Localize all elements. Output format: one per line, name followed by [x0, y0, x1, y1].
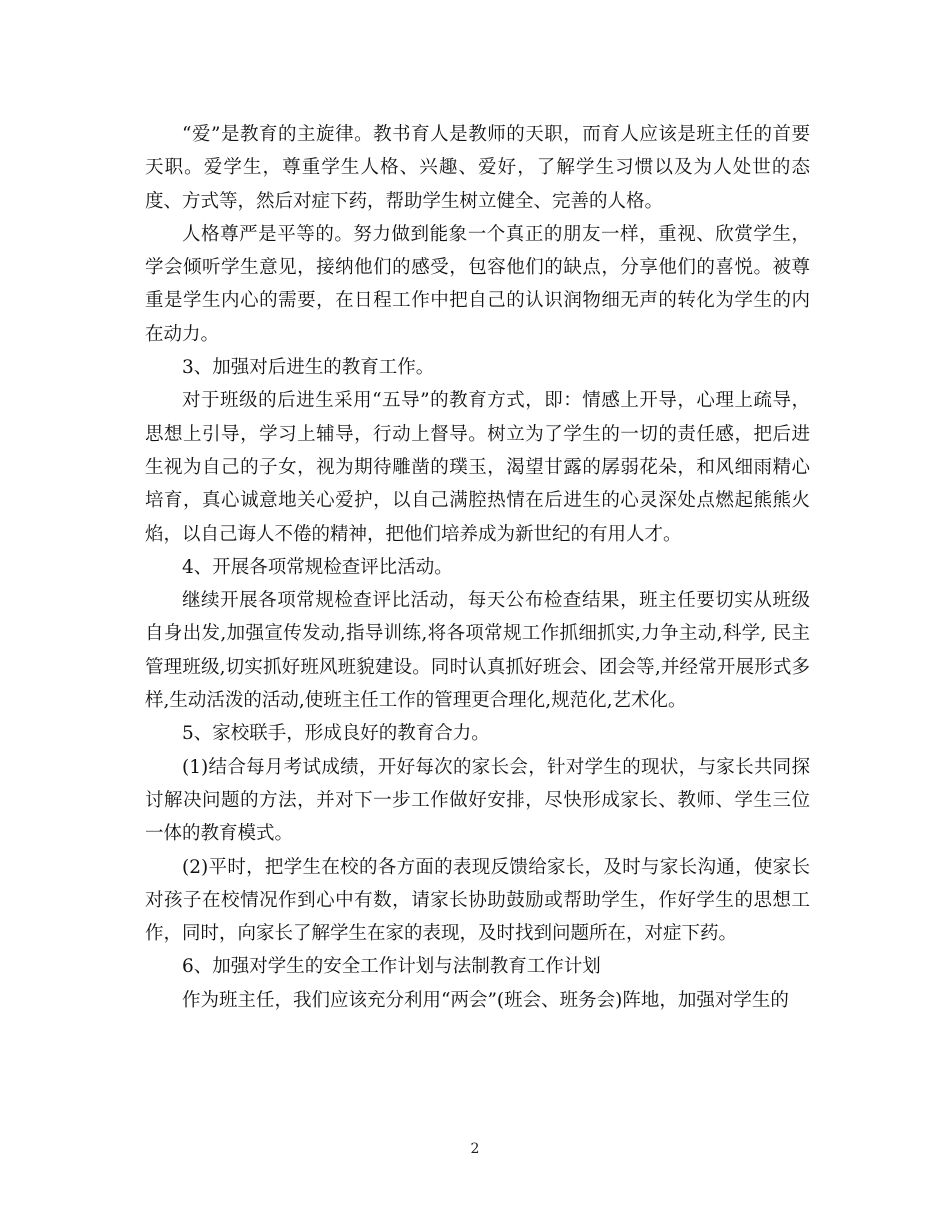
paragraph-parent-meetings: (1)结合每月考试成绩，开好每次的家长会，针对学生的现状，与家长共同探讨解决问题的方法，并对下一步工作做好安排，尽快形成家长、教师、学生三位一体的教育模式。 [145, 756, 810, 845]
paragraph-lagging-students: 对于班级的后进生采用“五导”的教育方式，即：情感上开导，心理上疏导，思想上引导，学习上辅导，行动上督导。树立为了学生的一切的责任感，把后进生视为自己的子女，视为期待雕凿的璞玉，渴望甘露的孱弱花朵，和风细雨精心培育，真心诚意地关心爱护，以自己满腔热情在后进生的心灵深处点燃起熊熊火焰，以自己诲人不倦的精神，把他们培养成为新世纪的有用人才。 [145, 390, 810, 545]
paragraph-two-meetings: 作为班主任，我们应该充分利用“两会”(班会、班务会)阵地，加强对学生的 [182, 989, 789, 1011]
paragraph-love-education: “爱”是教育的主旋律。教书育人是教师的天职，而育人应该是班主任的首要天职。爱学生，尊重学生人格、兴趣、爱好，了解学生习惯以及为人处世的态度、方式等，然后对症下药，帮助学生树立健全、完善的人格。 [145, 124, 810, 212]
heading-section-4: 4、开展各项常规检查评比活动。 [182, 556, 453, 578]
paragraph-personal-dignity: 人格尊严是平等的。努力做到能象一个真正的朋友一样，重视、欣赏学生，学会倾听学生意见，接纳他们的感受，包容他们的缺点，分享他们的喜悦。被尊重是学生内心的需要，在日程工作中把自己的认识润物细无声的转化为学生的内在动力。 [145, 223, 810, 345]
heading-section-5: 5、家校联手，形成良好的教育合力。 [182, 723, 490, 745]
document-body [145, 118, 810, 1017]
paragraph-parent-feedback: (2)平时，把学生在校的各方面的表现反馈给家长，及时与家长沟通，使家长对孩子在校情况作到心中有数，请家长协助鼓励或帮助学生，作好学生的思想工作，同时，向家长了解学生在家的表现，及时找到问题所在，对症下药。 [145, 856, 810, 945]
page-number: 2 [470, 1141, 480, 1157]
heading-section-6: 6、加强对学生的安全工作计划与法制教育工作计划 [182, 956, 601, 978]
heading-section-3: 3、加强对后进生的教育工作。 [182, 357, 435, 379]
paragraph-routine-inspections: 继续开展各项常规检查评比活动，每天公布检查结果，班主任要切实从班级自身出发,加强宣传发动,指导训练,将各项常规工作抓细抓实,力争主动,科学, 民主管理班级,切实抓好班风班貌建设。同时认真抓好班会、团会等,并经常开展形式多样,生动活泼的活动,使班主任工作的管理更合理化,规范化,艺术化。 [145, 590, 810, 712]
